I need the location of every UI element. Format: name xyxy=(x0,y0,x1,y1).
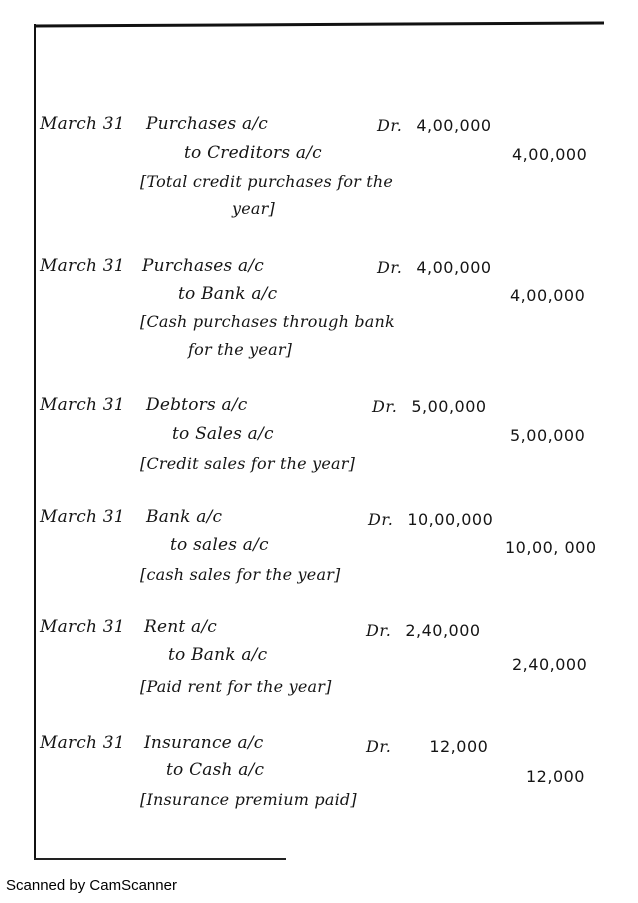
debit-account: Rent a/c xyxy=(144,617,218,637)
narration-line-1: [Paid rent for the year] xyxy=(140,677,332,696)
narration-line-1: [Cash purchases through bank xyxy=(140,312,395,331)
entry-date: March 31 xyxy=(40,395,125,415)
credit-amount: 4,00,000 xyxy=(512,145,588,164)
debit-account: Debtors a/c xyxy=(146,395,248,415)
frame-left-margin-line xyxy=(34,24,36,860)
debit-amount-cell xyxy=(366,737,488,756)
credit-amount: 2,40,000 xyxy=(512,655,588,674)
dr-label: Dr. xyxy=(368,510,394,529)
debit-amount: 12,000 xyxy=(429,737,489,756)
entry-date: March 31 xyxy=(40,256,125,276)
credit-amount: 5,00,000 xyxy=(510,426,586,445)
debit-account: Insurance a/c xyxy=(144,733,264,753)
credit-account: to Bank a/c xyxy=(168,645,268,665)
dr-label: Dr. xyxy=(377,258,403,277)
debit-amount: 4,00,000 xyxy=(416,116,492,135)
credit-amount: 10,00, 000 xyxy=(505,538,597,557)
credit-account: to Bank a/c xyxy=(178,284,278,304)
frame-bottom-line xyxy=(34,858,286,860)
debit-amount-cell xyxy=(377,116,492,135)
entry-date: March 31 xyxy=(40,114,125,134)
debit-amount-cell xyxy=(366,621,481,640)
debit-account: Purchases a/c xyxy=(142,256,265,276)
credit-amount: 12,000 xyxy=(526,767,585,786)
scanner-watermark-text: Scanned by CamScanner xyxy=(6,877,177,894)
credit-account: to Creditors a/c xyxy=(184,143,322,163)
entry-date: March 31 xyxy=(40,617,125,637)
credit-account: to Sales a/c xyxy=(172,424,274,444)
debit-amount: 4,00,000 xyxy=(416,258,492,277)
debit-account: Purchases a/c xyxy=(146,114,269,134)
debit-account: Bank a/c xyxy=(146,507,223,527)
credit-account: to sales a/c xyxy=(170,535,269,555)
narration-line-1: [Credit sales for the year] xyxy=(140,454,356,473)
debit-amount-cell xyxy=(368,510,493,529)
narration-line-1: [Insurance premium paid] xyxy=(140,790,357,809)
debit-amount: 5,00,000 xyxy=(411,397,487,416)
dr-label: Dr. xyxy=(377,116,403,135)
debit-amount: 10,00,000 xyxy=(407,510,494,529)
dr-label: Dr. xyxy=(366,621,392,640)
dr-label: Dr. xyxy=(372,397,398,416)
narration-line-1: [cash sales for the year] xyxy=(140,565,341,584)
debit-amount: 2,40,000 xyxy=(405,621,481,640)
entry-date: March 31 xyxy=(40,733,125,753)
dr-label: Dr. xyxy=(366,737,392,756)
entry-date: March 31 xyxy=(40,507,125,527)
debit-amount-cell xyxy=(372,397,487,416)
narration-line-2: for the year] xyxy=(188,340,293,359)
credit-account: to Cash a/c xyxy=(166,760,265,780)
frame-top-line xyxy=(34,22,604,28)
debit-amount-cell xyxy=(377,258,492,277)
credit-amount: 4,00,000 xyxy=(510,286,586,305)
narration-line-1: [Total credit purchases for the xyxy=(140,172,394,191)
narration-line-2: year] xyxy=(232,199,275,218)
